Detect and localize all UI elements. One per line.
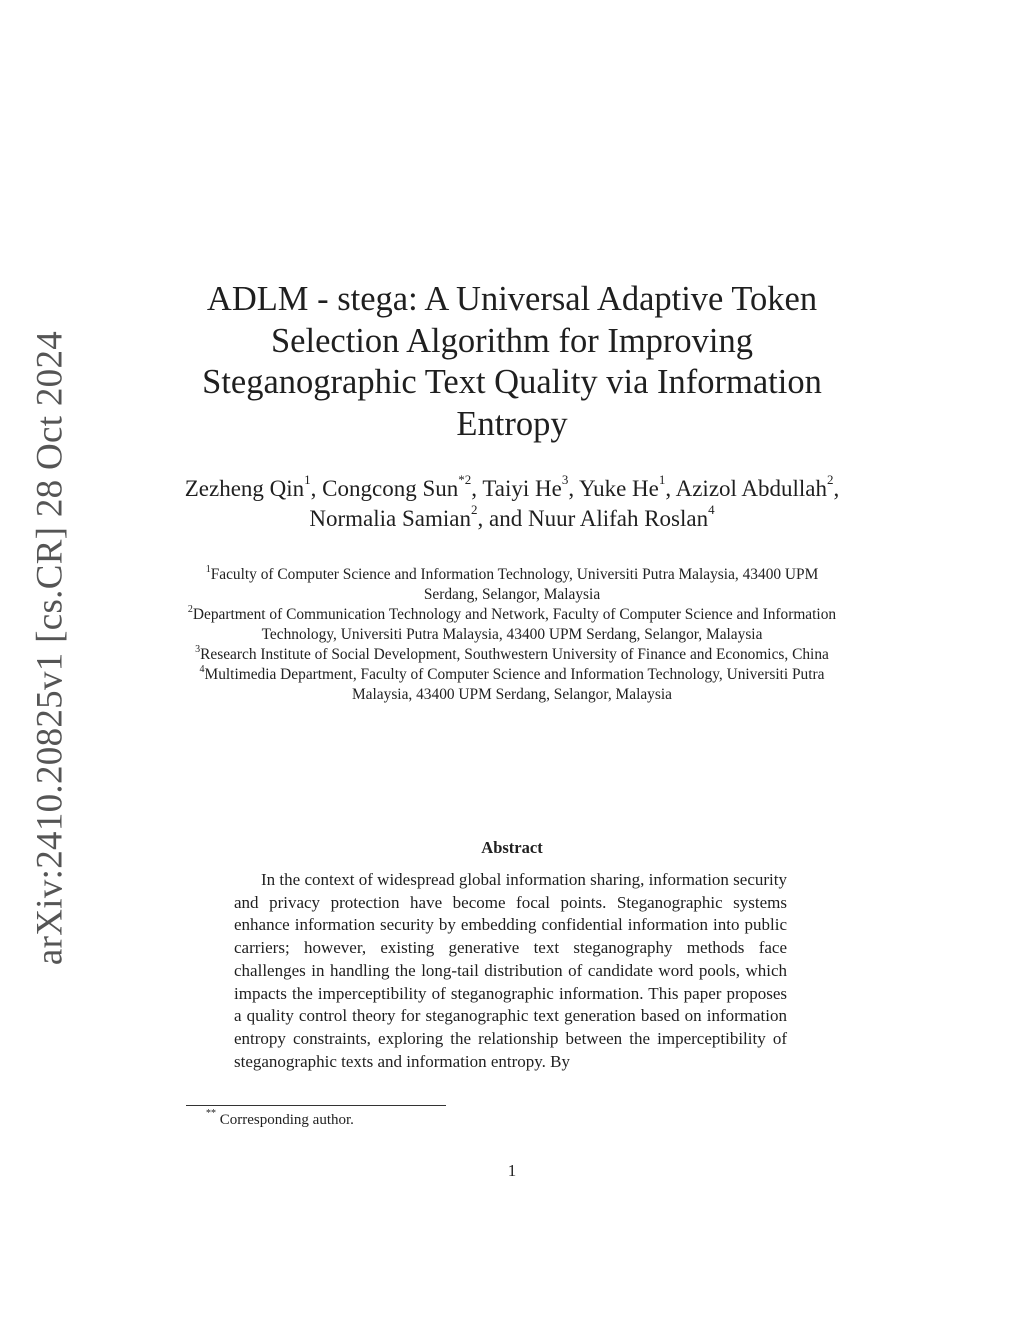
- author-affiliation-mark: 2: [827, 472, 834, 488]
- footnote-rule: [186, 1105, 446, 1106]
- affiliation-text: Department of Communication Technology and Network, Faculty of Computer Science and Information Technology, Universiti Putra Malaysia, 43400 UPM Serdang, Selangor, Malaysia: [192, 606, 837, 643]
- author-name: Normalia Samian: [309, 506, 471, 531]
- author-affiliation-mark: 1: [658, 472, 666, 488]
- affiliation-mark: 3: [195, 643, 201, 655]
- author-separator: ,: [665, 476, 676, 501]
- abstract-body: In the context of widespread global information sharing, information security and privacy protection have become focal points. Steganographic systems enhance information security by embedding confidential information into public carriers; however, existing generative text steganography methods face challenges in handling the long-tail distribution of candidate word pools, which impacts the imperceptibility of steganographic information. This paper proposes a quality control theory for steganographic text generation based on information entropy constraints, exploring the relationship between the imperceptibility of steganographic texts and information entropy. By: [234, 870, 787, 1071]
- affiliation-mark: 1: [205, 563, 211, 575]
- author-separator: ,: [568, 476, 580, 501]
- author-name: Azizol Abdullah: [675, 476, 827, 501]
- author-affiliation-mark: 2: [470, 502, 478, 518]
- affiliation-item: [180, 665, 844, 705]
- author-name: Zezheng Qin: [184, 476, 305, 501]
- affiliation-item: [180, 645, 844, 665]
- abstract-heading: Abstract: [481, 838, 543, 857]
- page-number: 1: [507, 1161, 517, 1180]
- affiliation-text: Multimedia Department, Faculty of Computer Science and Information Technology, Universiti Putra Malaysia, 43400 UPM Serdang, Selangor, Malaysia: [204, 666, 825, 703]
- author-separator: ,: [310, 476, 323, 501]
- author-name: Taiyi He: [482, 476, 562, 501]
- affiliation-mark: 4: [199, 663, 205, 675]
- footnote-text: Corresponding author.: [216, 1112, 354, 1128]
- author-name: Yuke He: [579, 476, 659, 501]
- affiliation-text: Research Institute of Social Development, Southwestern University of Finance and Economics, China: [200, 646, 829, 663]
- author-name: Congcong Sun: [322, 476, 459, 501]
- affiliation-mark: 2: [187, 603, 193, 615]
- affiliation-item: [180, 565, 844, 605]
- author-list: [180, 474, 844, 534]
- author-separator: , and: [477, 506, 528, 531]
- author-affiliation-mark: *2: [458, 472, 472, 488]
- arxiv-identifier-stamp: arXiv:2410.20825v1 [cs.CR] 28 Oct 2024: [29, 330, 71, 966]
- author-affiliation-mark: 3: [561, 472, 569, 488]
- paper-title: ADLM - stega: A Universal Adaptive Token Selection Algorithm for Improving Steganographic Text Quality via Information Entropy: [202, 280, 822, 443]
- author-affiliation-mark: 1: [304, 472, 311, 488]
- footnote-mark: **: [206, 1108, 216, 1119]
- author-separator: ,: [471, 476, 483, 501]
- author-affiliation-mark: 4: [708, 502, 715, 518]
- author-name: Nuur Alifah Roslan: [527, 506, 709, 531]
- affiliation-text: Faculty of Computer Science and Information Technology, Universiti Putra Malaysia, 43400 UPM Serdang, Selangor, Malaysia: [210, 566, 819, 603]
- author-separator: ,: [833, 476, 840, 501]
- footnote: [206, 1110, 354, 1130]
- affiliation-list: [180, 565, 844, 705]
- affiliation-item: [180, 605, 844, 645]
